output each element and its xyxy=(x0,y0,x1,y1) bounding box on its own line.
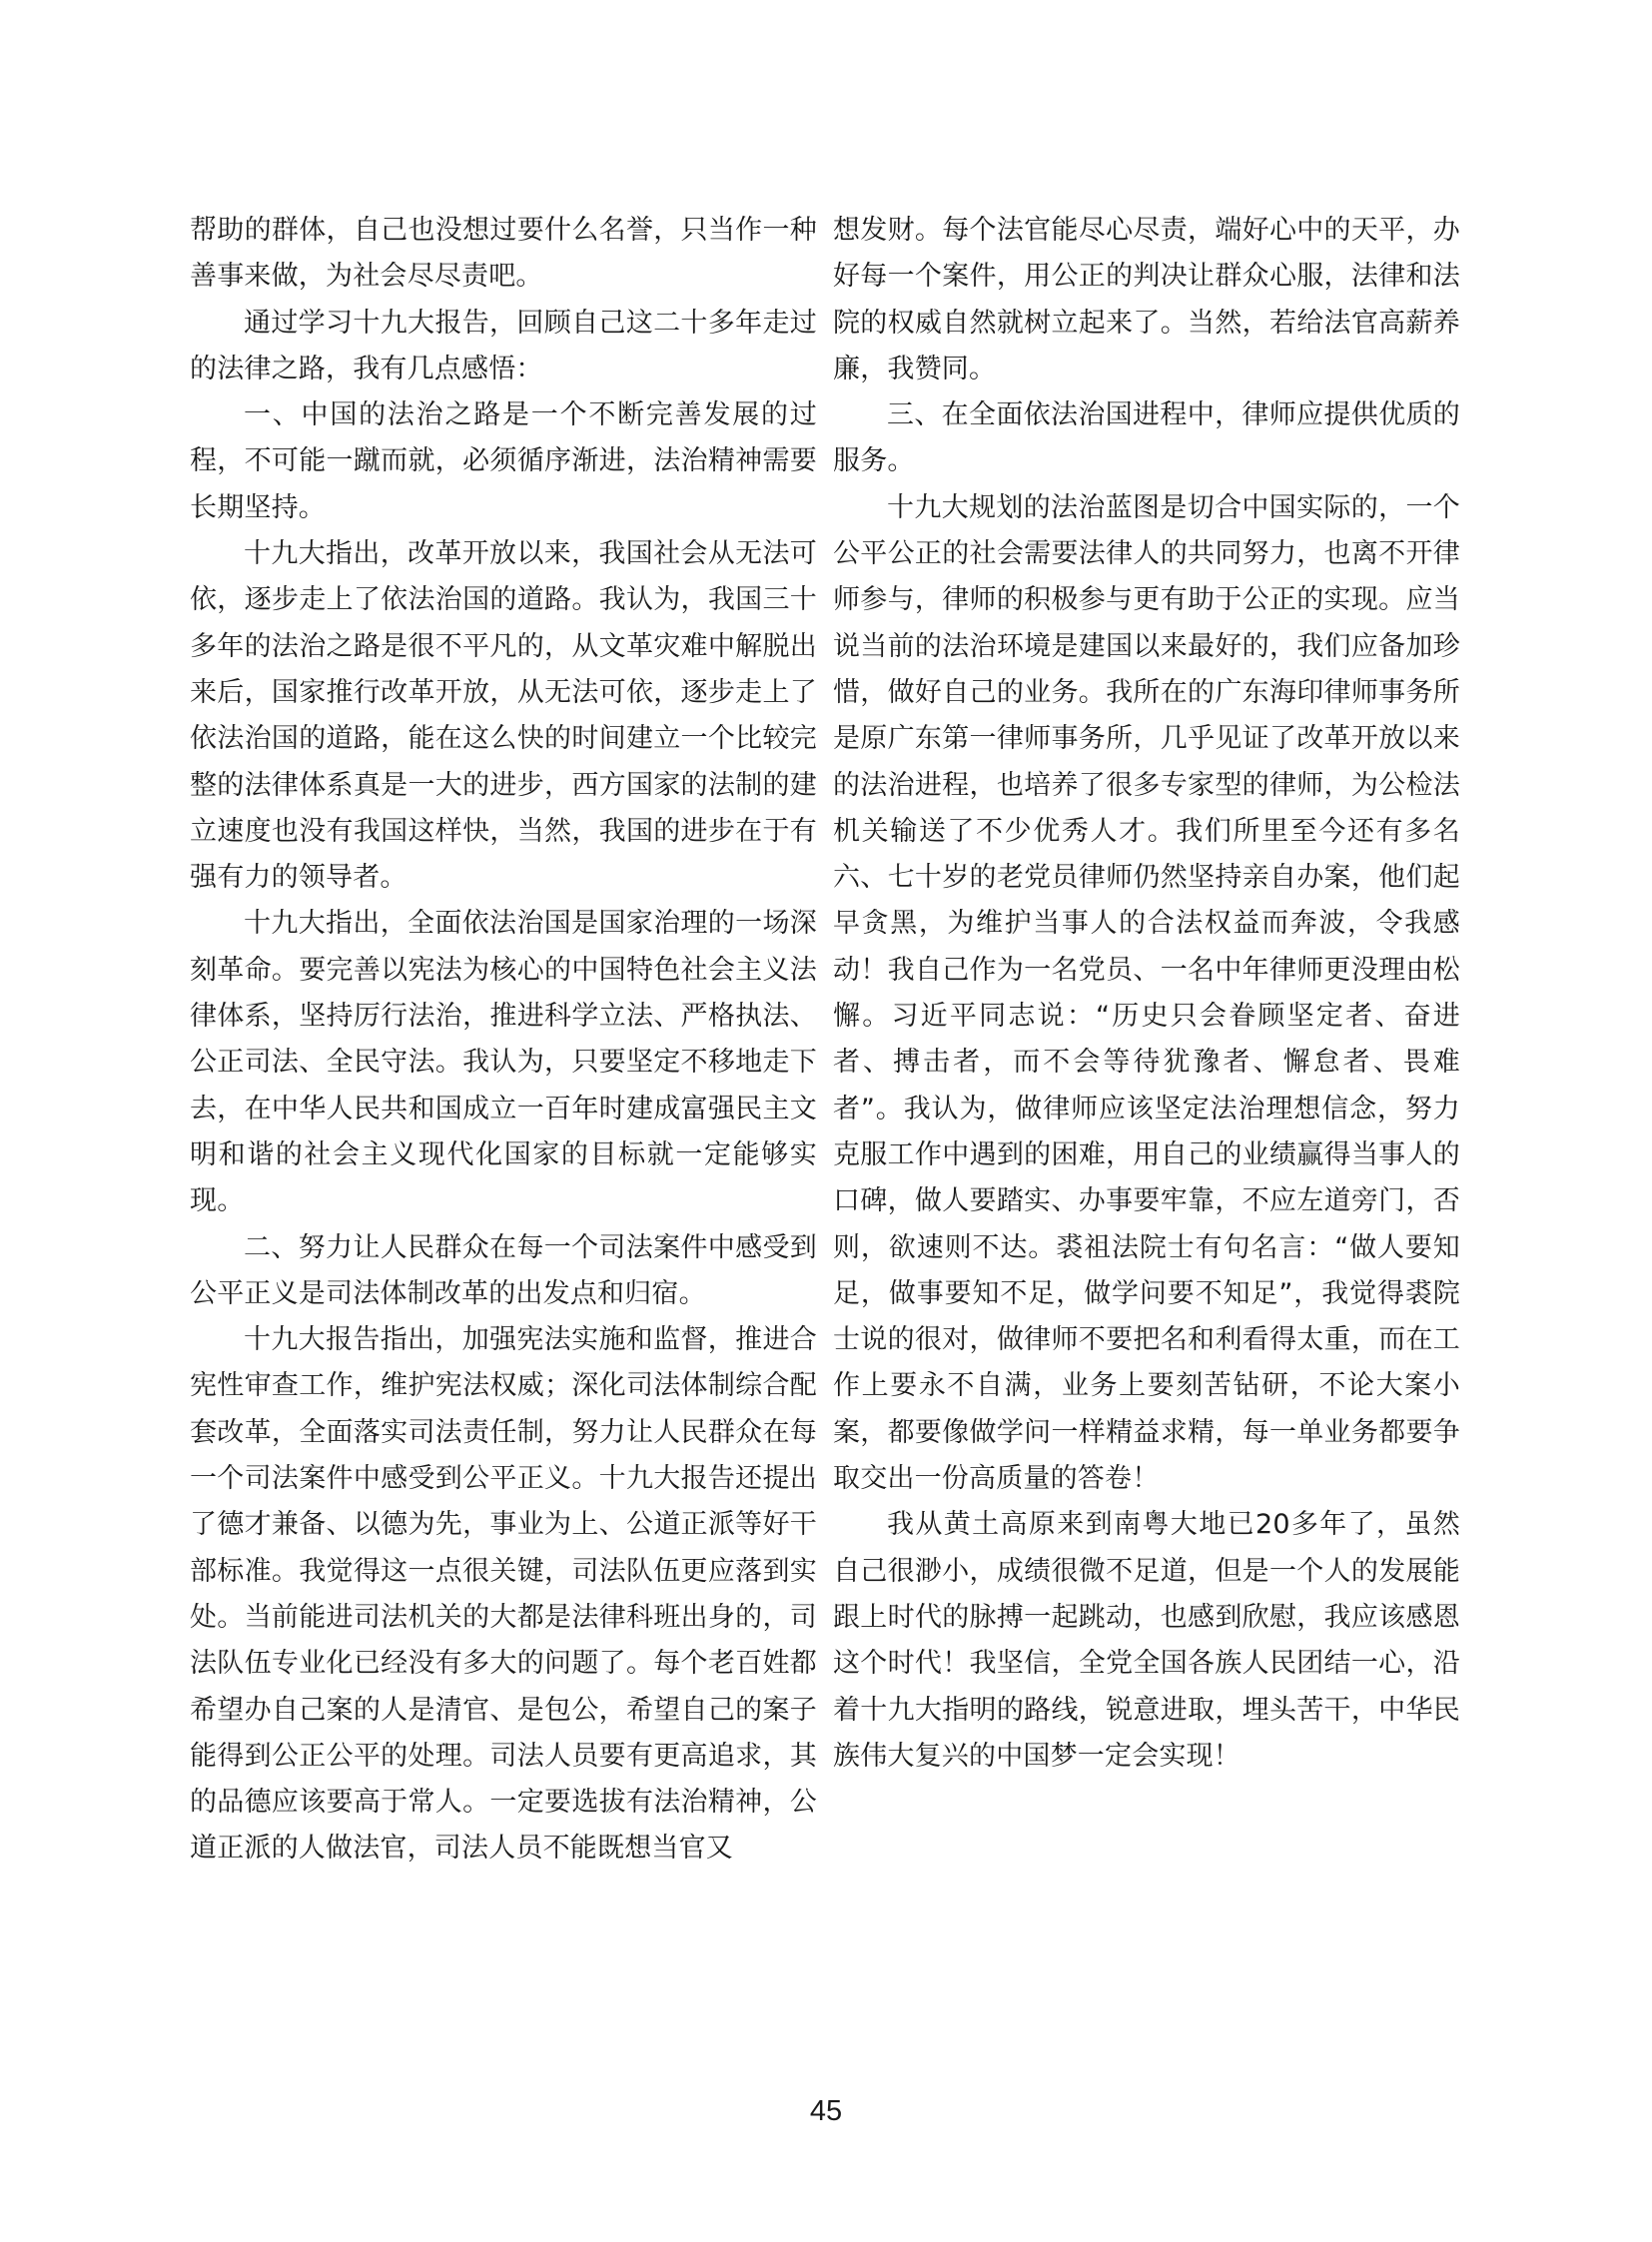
page-number: 45 xyxy=(809,2095,843,2127)
paragraph: 二、努力让人民群众在每一个司法案件中感受到公平正义是司法体制改革的出发点和归宿。 xyxy=(190,1231,817,1309)
paragraph: 十九大规划的法治蓝图是切合中国实际的，一个公平公正的社会需要法律人的共同努力，也离不开律师参与，律师的积极参与更有助于公正的实现。应当说当前的法治环境是建国以来最好的，我们应备加珍惜，做好自己的业务。我所在的广东海印律师事务所是原广东第一律师事务所，几乎见证了改革开放以来的法治进程，也培养了很多专家型的律师，为公检法机关输送了不少优秀人才。我们所里至今还有多名六、七十岁的老党员律师仍然坚持亲自办案，他们起早贪黑，为维护当事人的合法权益而奔波，令我感动！我自己作为一名党员、一名中年律师更没理由松懈。习近平同志说：“历史只会眷顾坚定者、奋进者、搏击者，而不会等待犹豫者、懈怠者、畏难者”。我认为，做律师应该坚定法治理想信念，努力克服工作中遇到的困难，用自己的业绩赢得当事人的口碑，做人要踏实、办事要牢靠，不应左道旁门，否则，欲速则不达。裘祖法院士有句名言：“做人要知足，做事要知不足，做学问要不知足”，我觉得裘院士说的很对，做律师不要把名和利看得太重，而在工作上要永不自满，业务上要刻苦钻研，不论大案小案，都要像做学问一样精益求精，每一单业务都要争取交出一份高质量的答卷！ xyxy=(833,491,1460,1495)
paragraph: 一、中国的法治之路是一个不断完善发展的过程，不可能一蹴而就，必须循序渐进，法治精神需要长期坚持。 xyxy=(190,399,817,523)
paragraph: 通过学习十九大报告，回顾自己这二十多年走过的法律之路，我有几点感悟： xyxy=(190,307,817,384)
paragraph: 十九大报告指出，加强宪法实施和监督，推进合宪性审查工作，维护宪法权威；深化司法体制综合配套改革，全面落实司法责任制，努力让人民群众在每一个司法案件中感受到公平正义。十九大报告还提出了德才兼备、以德为先，事业为上、公道正派等好干部标准。我觉得这一点很关键，司法队伍更应落到实处。当前能进司法机关的大都是法律科班出身的，司法队伍专业化已经没有多大的问题了。每个老百姓都希望办自己案的人是清官、是包公，希望自己的案子能得到公正公平的处理。司法人员要有更高追求，其的品德应该要高于常人。一定要选拔有法治精神，公道正派的人做法官，司法人员不能既想当官又 xyxy=(190,1324,817,1865)
right-text-column xyxy=(833,208,1460,1780)
paragraph: 三、在全面依法治国进程中，律师应提供优质的服务。 xyxy=(833,399,1460,477)
left-text-column xyxy=(190,208,817,1872)
paragraph: 帮助的群体，自己也没想过要什么名誉，只当作一种善事来做，为社会尽尽责吧。 xyxy=(190,215,817,293)
paragraph: 想发财。每个法官能尽心尽责，端好心中的天平，办好每一个案件，用公正的判决让群众心服，法律和法院的权威自然就树立起来了。当然，若给法官高薪养廉，我赞同。 xyxy=(833,215,1460,384)
paragraph: 十九大指出，全面依法治国是国家治理的一场深刻革命。要完善以宪法为核心的中国特色社会主义法律体系，坚持厉行法治，推进科学立法、严格执法、公正司法、全民守法。我认为，只要坚定不移地走下去，在中华人民共和国成立一百年时建成富强民主文明和谐的社会主义现代化国家的目标就一定能够实现。 xyxy=(190,908,817,1217)
paragraph: 十九大指出，改革开放以来，我国社会从无法可依，逐步走上了依法治国的道路。我认为，我国三十多年的法治之路是很不平凡的，从文革灾难中解脱出来后，国家推行改革开放，从无法可依，逐步走上了依法治国的道路，能在这么快的时间建立一个比较完整的法律体系真是一大的进步，西方国家的法制的建立速度也没有我国这样快，当然，我国的进步在于有强有力的领导者。 xyxy=(190,538,817,894)
paragraph: 我从黄土高原来到南粤大地已20多年了，虽然自己很渺小，成绩很微不足道，但是一个人的发展能跟上时代的脉搏一起跳动，也感到欣慰，我应该感恩这个时代！我坚信，全党全国各族人民团结一心，沿着十九大指明的路线，锐意进取，埋头苦干，中华民族伟大复兴的中国梦一定会实现！ xyxy=(833,1509,1460,1772)
